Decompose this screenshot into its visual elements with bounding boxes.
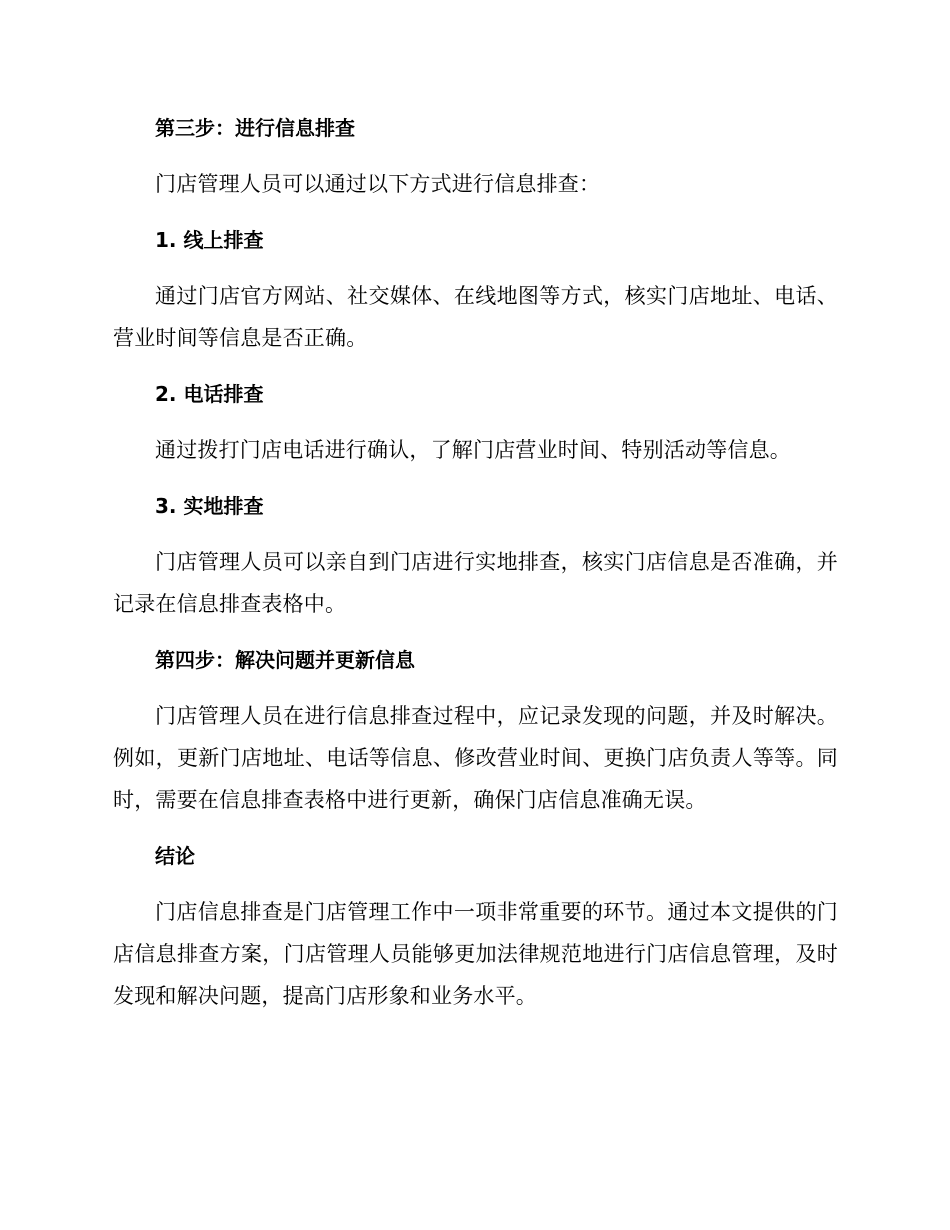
onsite-check-heading: 3. 实地排查 [155,494,264,518]
step-four-heading: 第四步：解决问题并更新信息 [155,648,415,672]
spacer [113,359,838,374]
spacer [113,205,838,220]
online-check-heading: 1. 线上排查 [155,228,264,252]
step-four-text: 门店管理人员在进行信息排查过程中，应记录发现的问题，并及时解决。例如，更新门店地址、电话等信息、修改营业时间、更换门店负责人等等。同时，需要在信息排查表格中进行更新，确保门店信息准确无误。 [113,704,838,812]
spacer [113,680,838,695]
conclusion-heading: 结论 [155,844,195,868]
conclusion-text: 门店信息排查是门店管理工作中一项非常重要的环节。通过本文提供的门店信息排查方案，门店管理人员能够更加法律规范地进行门店信息管理，及时发现和解决问题，提高门店形象和业务水平。 [113,900,838,1008]
spacer [113,876,838,891]
spacer [113,414,838,429]
spacer [113,260,838,275]
spacer [113,526,838,541]
online-check-text: 通过门店官方网站、社交媒体、在线地图等方式，核实门店地址、电话、营业时间等信息是否正确。 [113,284,838,350]
spacer [113,471,838,486]
phone-check-heading: 2. 电话排查 [155,382,264,406]
spacer [113,148,838,163]
document-body [113,108,838,1017]
step-three-intro: 门店管理人员可以通过以下方式进行信息排查： [155,172,601,196]
phone-check-text: 通过拨打门店电话进行确认，了解门店营业时间、特别活动等信息。 [155,438,791,462]
spacer [113,625,838,640]
onsite-check-text: 门店管理人员可以亲自到门店进行实地排查，核实门店信息是否准确，并记录在信息排查表格中。 [113,550,838,616]
spacer [113,821,838,836]
step-three-heading: 第三步：进行信息排查 [155,116,355,140]
